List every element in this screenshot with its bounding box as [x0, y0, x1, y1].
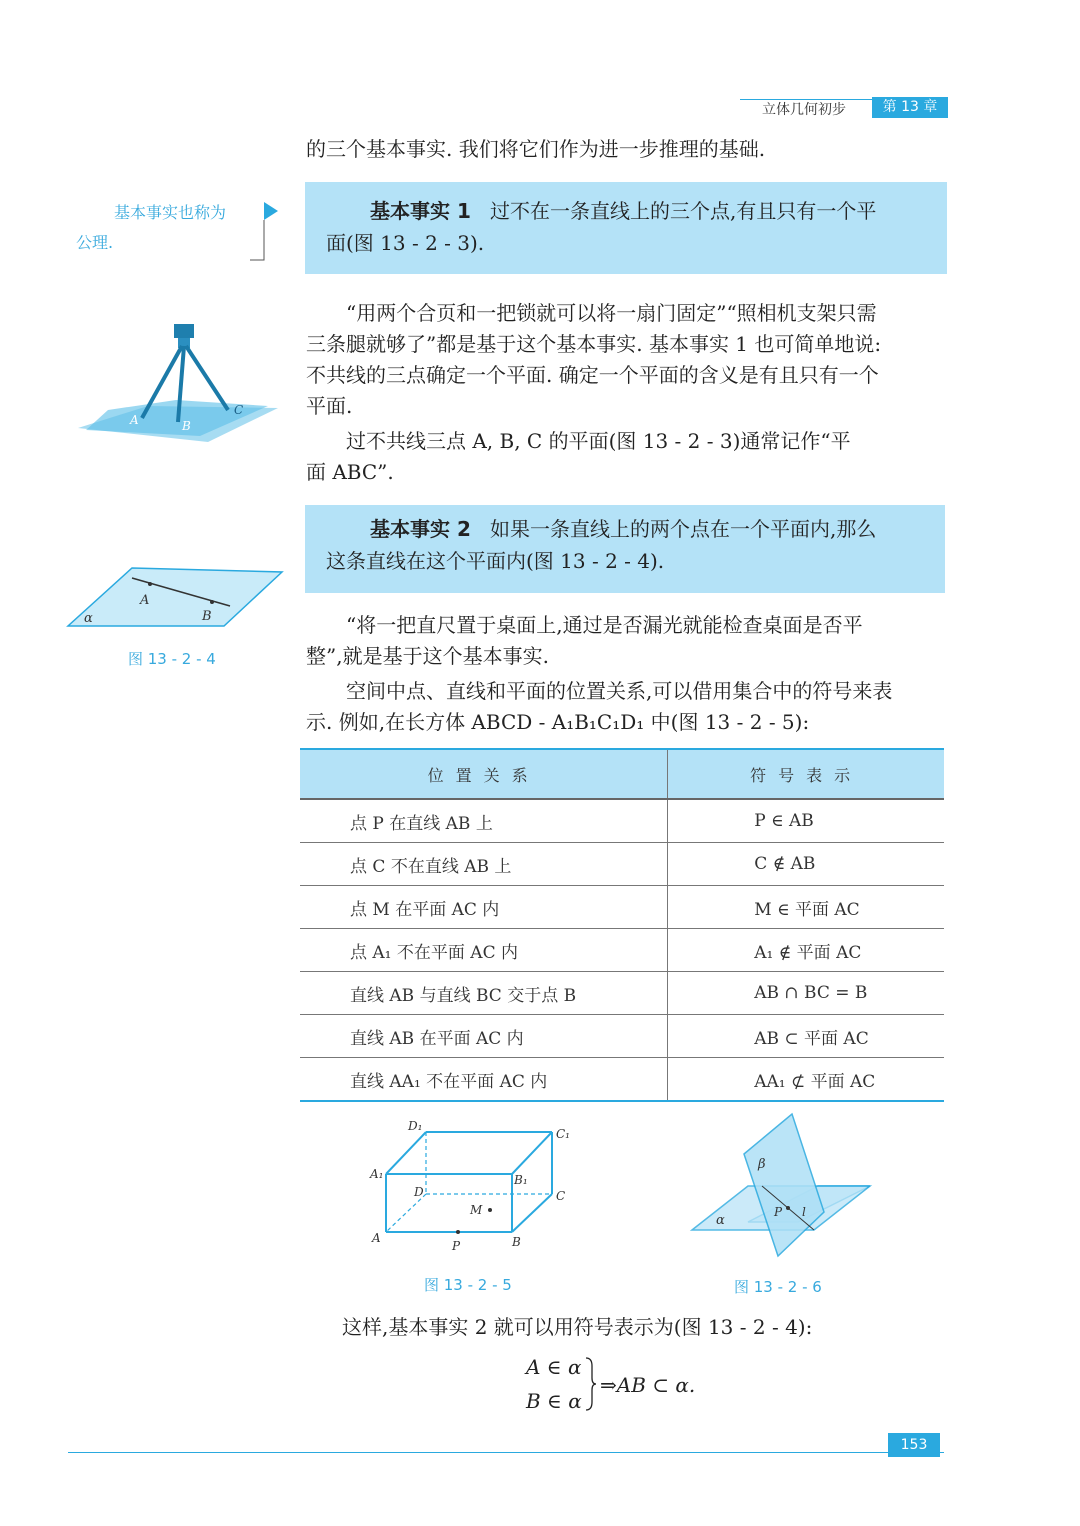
page-number: 153 — [888, 1433, 940, 1457]
formula-line1: A ∈ α — [526, 1355, 582, 1379]
para3-line1: “将一把直尺置于桌面上,通过是否漏光就能检查桌面是否平 — [346, 613, 863, 637]
table-row — [300, 886, 944, 929]
fig4-label-A: A — [140, 593, 150, 608]
fig3-label-A: A — [130, 413, 139, 427]
fig6-label-P: P — [774, 1205, 783, 1219]
table-cell-symbol: A₁ ∉ 平面 AC — [668, 929, 944, 972]
side-note-pointer-icon — [248, 198, 282, 264]
fig5-label-D1: D₁ — [408, 1119, 423, 1133]
footer-rule — [68, 1452, 944, 1453]
fig4-label-alpha: α — [84, 611, 93, 626]
fig5-label-B: B — [512, 1235, 521, 1249]
table-cell-symbol: AA₁ ⊄ 平面 AC — [668, 1058, 944, 1102]
intro-line: 的三个基本事实. 我们将它们作为进一步推理的基础. — [306, 137, 766, 161]
table-row — [300, 972, 944, 1015]
fact1-text2: 面(图 13 - 2 - 3). — [326, 231, 485, 255]
para1-line2: 三条腿就够了”都是基于这个基本事实. 基本事实 1 也可简单地说: — [306, 332, 882, 356]
fact1-head-label: 基本事实 1 — [370, 199, 471, 223]
table-header-symbol: 符号表示 — [668, 749, 944, 799]
table-cell-relation: 直线 AA₁ 不在平面 AC 内 — [300, 1058, 668, 1102]
fig6-caption: 图 13 - 2 - 6 — [734, 1278, 822, 1296]
figure-13-2-5 — [366, 1112, 576, 1260]
fig5-label-C1: C₁ — [556, 1127, 570, 1141]
table-row — [300, 1015, 944, 1058]
figure-13-2-3 — [78, 318, 278, 442]
fig5-label-C: C — [556, 1189, 566, 1203]
table-row — [300, 799, 944, 843]
fact2-head — [370, 514, 876, 545]
table-cell-relation: 直线 AB 与直线 BC 交于点 B — [300, 972, 668, 1015]
para5: 这样,基本事实 2 就可以用符号表示为(图 13 - 2 - 4): — [342, 1315, 813, 1339]
fact2-text1: 如果一条直线上的两个点在一个平面内,那么 — [489, 517, 877, 541]
table-cell-relation: 点 P 在直线 AB 上 — [300, 799, 668, 843]
fig5-label-M: M — [470, 1203, 483, 1217]
formula-line2: B ∈ α — [526, 1389, 582, 1413]
fig5-label-D: D — [414, 1185, 424, 1199]
figure-13-2-4 — [64, 562, 288, 634]
fact2-head-label: 基本事实 2 — [370, 517, 471, 541]
fig6-label-alpha: α — [716, 1213, 725, 1228]
para1-line4: 平面. — [306, 394, 353, 418]
table-cell-symbol: AB ∩ BC = B — [668, 972, 944, 1015]
para3-line2: 整”,就是基于这个基本事实. — [306, 644, 549, 668]
table-header-relation: 位置关系 — [300, 749, 668, 799]
fig3-label-B: B — [182, 419, 191, 433]
fig4-label-B: B — [202, 609, 212, 624]
fig4-caption: 图 13 - 2 - 4 — [128, 650, 216, 668]
fact2-text2: 这条直线在这个平面内(图 13 - 2 - 4). — [326, 549, 665, 573]
side-note-line2: 公理. — [76, 233, 114, 252]
table-cell-relation: 点 M 在平面 AC 内 — [300, 886, 668, 929]
table-cell-symbol: C ∉ AB — [668, 843, 944, 886]
fact1-text1: 过不在一条直线上的三个点,有且只有一个平 — [489, 199, 877, 223]
formula-result: ⇒AB ⊂ α. — [600, 1373, 696, 1397]
table-cell-relation: 直线 AB 在平面 AC 内 — [300, 1015, 668, 1058]
para1-line3: 不共线的三点确定一个平面. 确定一个平面的含义是有且只有一个 — [306, 363, 879, 387]
para1-line1: “用两个合页和一把锁就可以将一扇门固定”“照相机支架只需 — [346, 301, 877, 325]
para2-line2: 面 ABC”. — [306, 460, 394, 484]
table-cell-symbol: P ∈ AB — [668, 799, 944, 843]
side-note-line1: 基本事实也称为 — [114, 203, 227, 222]
table-cell-symbol: AB ⊂ 平面 AC — [668, 1015, 944, 1058]
table-cell-relation: 点 A₁ 不在平面 AC 内 — [300, 929, 668, 972]
figure-13-2-6 — [688, 1112, 874, 1258]
fig5-label-P: P — [452, 1239, 461, 1253]
fact1-head — [370, 196, 876, 227]
fig5-label-A: A — [372, 1231, 381, 1245]
table-header-row — [300, 749, 944, 799]
para4-line1: 空间中点、直线和平面的位置关系,可以借用集合中的符号来表 — [346, 679, 893, 703]
fig3-label-C: C — [234, 403, 244, 417]
table-row — [300, 1058, 944, 1102]
table-row — [300, 929, 944, 972]
fig5-label-B1: B₁ — [514, 1173, 528, 1187]
table-row — [300, 843, 944, 886]
fig5-label-A1: A₁ — [370, 1167, 384, 1181]
formula-brace-icon — [584, 1356, 598, 1412]
section-title: 立体几何初步 — [762, 102, 846, 118]
fig6-label-beta: β — [758, 1157, 766, 1172]
relation-table — [300, 748, 944, 1102]
para2-line1: 过不共线三点 A, B, C 的平面(图 13 - 2 - 3)通常记作“平 — [346, 429, 851, 453]
table-cell-relation: 点 C 不在直线 AB 上 — [300, 843, 668, 886]
para4-line2: 示. 例如,在长方体 ABCD - A₁B₁C₁D₁ 中(图 13 - 2 - 5): — [306, 710, 810, 734]
fig6-label-l: l — [802, 1205, 806, 1219]
table-cell-symbol: M ∈ 平面 AC — [668, 886, 944, 929]
fig5-caption: 图 13 - 2 - 5 — [424, 1276, 512, 1294]
chapter-badge: 第 13 章 — [872, 97, 948, 118]
